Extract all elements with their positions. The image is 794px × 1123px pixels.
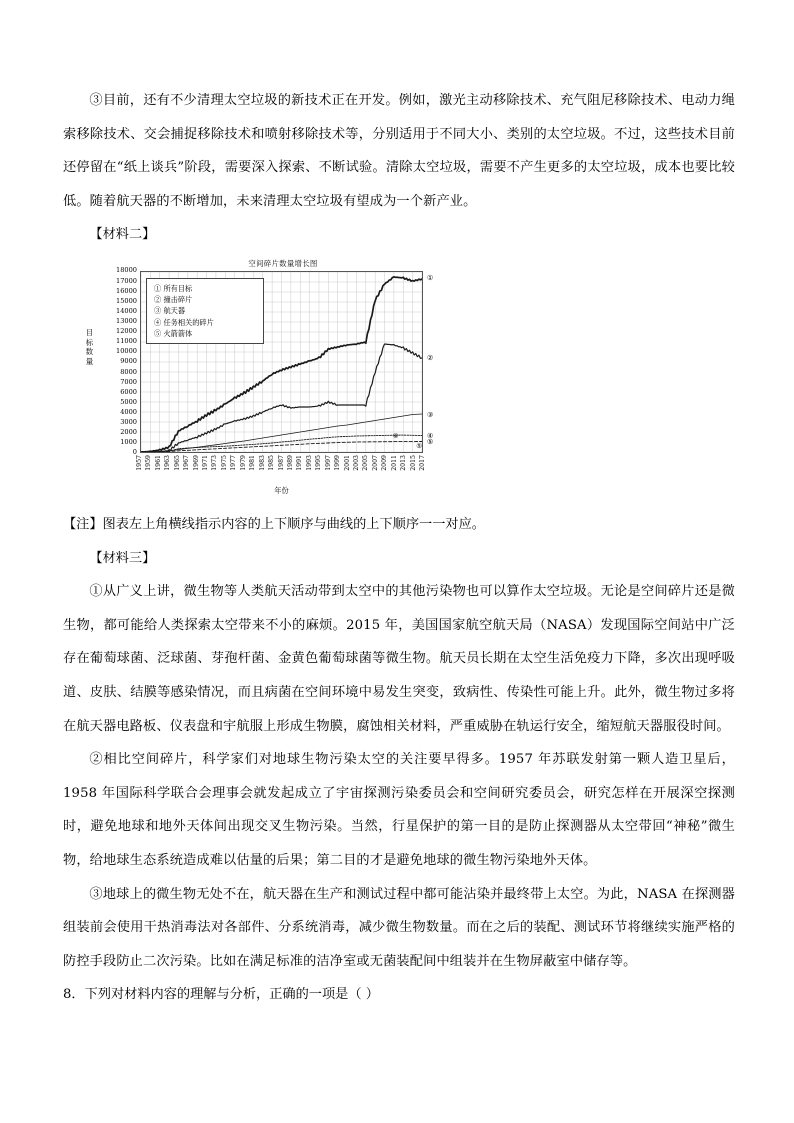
y-axis-title-text: 目标数量 xyxy=(85,327,94,366)
x-tick-label: 2017 xyxy=(419,454,426,471)
y-tick-label: 6000 xyxy=(120,387,137,396)
chart-x-axis-title: 年份 xyxy=(274,485,289,495)
legend-item: ⑤ 火箭箭体 xyxy=(154,328,193,338)
x-tick-label: 2001 xyxy=(343,454,351,471)
figure-space-debris-growth xyxy=(63,258,735,504)
x-tick-label: 1971 xyxy=(202,454,210,471)
x-tick-label: 1983 xyxy=(258,454,266,471)
series-end-marker: ③ xyxy=(427,410,434,419)
y-tick-label: 3000 xyxy=(120,418,137,427)
x-tick-label: 2005 xyxy=(362,454,370,471)
series-end-marker: ⑤ xyxy=(427,438,434,447)
y-tick-label: 12000 xyxy=(116,327,137,336)
series-end-marker: ① xyxy=(427,274,434,283)
chart-title: 空间碎片数量增长图 xyxy=(248,258,318,268)
chart-series-end-markers xyxy=(427,271,467,456)
legend-item: ② 撞击碎片 xyxy=(154,295,193,305)
paragraph-material-one-3: ③目前，还有不少清理太空垃圾的新技术正在开发。例如，激光主动移除技术、充气阻尼移除技术、电动力绳索移除技术、交会捕捉移除技术和喷射移除技术等，分别适用于不同大小、类别的太空垃圾。不过，这些技术目前还停留在“纸上谈兵”阶段，需要深入探索、不断试验。清除太空垃圾，需要不产生更多的太空垃圾，成本也要比较低。随着航天器的不断增加，未来清理太空垃圾有望成为一个新产业。 xyxy=(63,93,735,209)
paragraph-material-three-3: ③地球上的微生物无处不在，航天器在生产和测试过程中都可能沾染并最终带上太空。为此，NASA 在探测器组装前会使用干热消毒法对各部件、分系统消毒，减少微生物数量。而在之后的装配、测试环节将继续实施严格的防控手段防止二次污染。比如在满足标准的洁净室或无菌装配间中组装并在生物屏蔽室中储存等。 xyxy=(63,886,735,969)
x-tick-label: 1979 xyxy=(239,454,247,471)
paragraph-material-three-1: ①从广义上讲，微生物等人类航天活动带到太空中的其他污染物也可以算作太空垃圾。无论是空间碎片还是微生物，都可能给人类探索太空带来不小的麻烦。2015 年，美国国家航空航天局（NASA）发现国际空间站中广泛存在葡萄球菌、泛球菌、芽孢杆菌、金黄色葡萄球菌等微生物。航天员长期在太空生活免疫力下降，多次出现呼吸道、皮肤、结膜等感染情况，而且病菌在空间环境中易发生突变，致病性、传染性可能上升。此外，微生物过多将在航天器电路板、仪表盘和宇航服上形成生物膜，腐蚀相关材料，严重威胁在轨运行安全，缩短航天器服役时间。 xyxy=(63,584,735,734)
x-tick-label: 1957 xyxy=(136,454,143,471)
x-tick-label: 1991 xyxy=(296,454,304,471)
x-tick-label: 1969 xyxy=(192,454,200,471)
x-tick-label: 1995 xyxy=(315,454,323,471)
x-tick-label: 1975 xyxy=(220,454,228,471)
y-tick-label: 10000 xyxy=(116,347,137,356)
y-tick-label: 13000 xyxy=(116,317,137,326)
x-tick-label: 2015 xyxy=(409,454,417,471)
material-three-heading: 【材料三】 xyxy=(89,550,156,566)
y-tick-label: 17000 xyxy=(116,276,137,285)
x-tick-label: 1963 xyxy=(164,454,172,471)
y-tick-label: 18000 xyxy=(116,266,137,275)
y-tick-label: 14000 xyxy=(116,306,137,315)
x-tick-label: 1989 xyxy=(286,454,294,471)
series-end-marker: ② xyxy=(427,353,434,362)
figure-note: 【注】图表左上角横线指示内容的上下顺序与曲线的上下顺序一一对应。 xyxy=(63,516,485,532)
x-tick-label: 1993 xyxy=(305,454,313,471)
x-tick-label: 1973 xyxy=(211,454,219,471)
y-tick-label: 5000 xyxy=(120,397,137,406)
chart-x-tick-labels xyxy=(136,454,426,485)
y-tick-label: 4000 xyxy=(120,408,137,417)
x-tick-label: 1961 xyxy=(154,454,162,471)
x-tick-label: 1987 xyxy=(277,454,285,471)
x-tick-label: 2013 xyxy=(400,454,408,471)
x-tick-label: 1977 xyxy=(230,454,238,471)
x-tick-label: 2003 xyxy=(352,454,360,471)
y-tick-label: 7000 xyxy=(120,377,137,386)
x-tick-label: 1959 xyxy=(145,454,153,471)
x-tick-label: 2007 xyxy=(371,454,379,471)
x-tick-label: 1997 xyxy=(324,454,332,471)
y-tick-label: 2000 xyxy=(120,428,137,437)
chart-space-debris xyxy=(83,258,483,498)
y-tick-label: 16000 xyxy=(116,286,137,295)
paragraph-material-three-2: ②相比空间碎片，科学家们对地球生物污染太空的关注要早得多。1957 年苏联发射第一颗人造卫星后，1958 年国际科学联合会理事会就发起成立了宇宙探测污染委员会和空间研究委员会，研究怎样在开展深空探测时，避免地球和地外天体间出现交叉生物污染。当然，行星保护的第一目的是防止探测器从太空带回“神秘”微生物，给地球生态系统造成难以估量的后果；第二目的才是避免地球的微生物污染地外天体。 xyxy=(63,752,735,868)
x-tick-label: 2009 xyxy=(381,454,389,471)
question-8: 8．下列对材料内容的理解与分析，正确的一项是（ ） xyxy=(63,987,379,1003)
x-tick-label: 1985 xyxy=(268,454,276,471)
x-tick-label: 1981 xyxy=(249,454,257,471)
y-tick-label: 0 xyxy=(132,448,137,457)
y-tick-label: 1000 xyxy=(120,438,137,447)
series-inline-marker: ④ xyxy=(392,431,399,440)
legend-item: ③ 航天器 xyxy=(154,306,186,316)
series-end-marker: ④ xyxy=(427,432,434,441)
y-tick-label: 11000 xyxy=(116,337,137,346)
legend-item: ① 所有目标 xyxy=(154,283,193,293)
x-tick-label: 1999 xyxy=(334,454,342,471)
chart-legend xyxy=(146,278,264,344)
page-content xyxy=(63,84,735,1012)
x-tick-label: 2011 xyxy=(390,454,398,471)
y-tick-label: 15000 xyxy=(116,296,137,305)
x-tick-label: 1965 xyxy=(173,454,181,471)
legend-item: ④ 任务相关的碎片 xyxy=(154,317,214,327)
series-inline-marker: ⑤ xyxy=(416,442,423,451)
y-tick-label: 9000 xyxy=(120,357,137,366)
y-tick-label: 8000 xyxy=(120,367,137,376)
x-tick-label: 1967 xyxy=(183,454,191,471)
material-two-heading: 【材料二】 xyxy=(89,227,156,243)
chart-y-tick-labels xyxy=(89,266,137,456)
